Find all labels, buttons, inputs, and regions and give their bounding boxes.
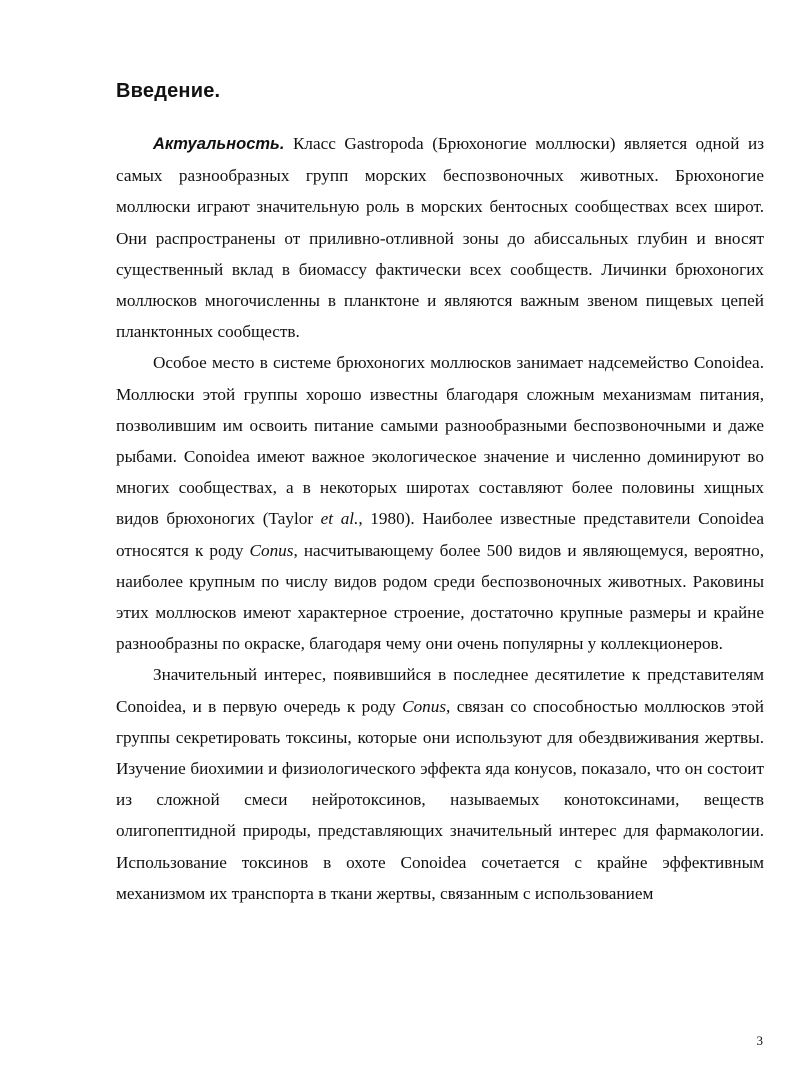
paragraph-text: Значительный интерес, появившийся в последнее десятилетие к представителям Conoidea, и в первую очередь к роду bbox=[116, 665, 764, 716]
section-heading: Введение. bbox=[116, 80, 221, 102]
paragraph-text-continued: , насчитывающему более 500 видов и являющемуся, вероятно, наиболее крупным по числу видов родом среди беспозвоночных животных. Раковины этих моллюсков имеют характерное строение, достаточно крупные размеры и крайне разнообразны по окраске, благодаря чему они очень популярны у коллекционеров. bbox=[116, 540, 764, 654]
genus-name: Conus bbox=[402, 696, 447, 716]
lead-term: Актуальность. bbox=[153, 135, 285, 153]
paragraph-text: Класс Gastropoda (Брюхоногие моллюски) является одной из самых разнообразных групп морских беспозвоночных животных. Брюхоногие моллюски играют значительную роль в морских бентосных сообществах всех широт. Они распространены от приливно-отливной зоны до абиссальных глубин и вносят существенный вклад в биомассу фактически всех сообществ. Личинки брюхоногих моллюсков многочисленны в планктоне и являются важным звеном пищевых цепей планктонных сообществ. bbox=[116, 134, 764, 342]
paragraph-text: Особое место в системе брюхоногих моллюсков занимает надсемейство Conoidea. Моллюски этой группы хорошо известны благодаря сложным механизмам питания, позволившим им освоить питание самыми разнообразными беспозвоночными и даже рыбами. Conoidea имеют важное экологическое значение и численно доминируют во многих сообществах, а в некоторых широтах составляют более половины хищных видов брюхоногих (Taylor bbox=[116, 353, 764, 529]
italic-citation: et al. bbox=[320, 509, 359, 529]
page-number: 3 bbox=[756, 1033, 763, 1048]
genus-name: Conus bbox=[249, 540, 294, 560]
paragraph-conoidea bbox=[116, 347, 764, 659]
paragraph-text-continued: , 1980). Наиболее известные представители Conoidea относятся к роду bbox=[116, 509, 764, 560]
paragraph-relevance bbox=[116, 128, 764, 347]
paragraph-text-continued: , связан со способностью моллюсков этой группы секретировать токсины, которые они используют для обездвиживания жертвы. Изучение биохимии и физиологического эффекта яда конусов, показало, что он состоит из сложной смеси нейротоксинов, называемых конотоксинами, веществ олигопептидной природы, представляющих значительный интерес для фармакологии. Использование токсинов в охоте Conoidea сочетается с крайне эффективным механизмом их транспорта в ткани жертвы, связанным с использованием bbox=[116, 696, 765, 903]
body-text bbox=[116, 128, 764, 909]
paragraph-toxins bbox=[116, 659, 764, 909]
